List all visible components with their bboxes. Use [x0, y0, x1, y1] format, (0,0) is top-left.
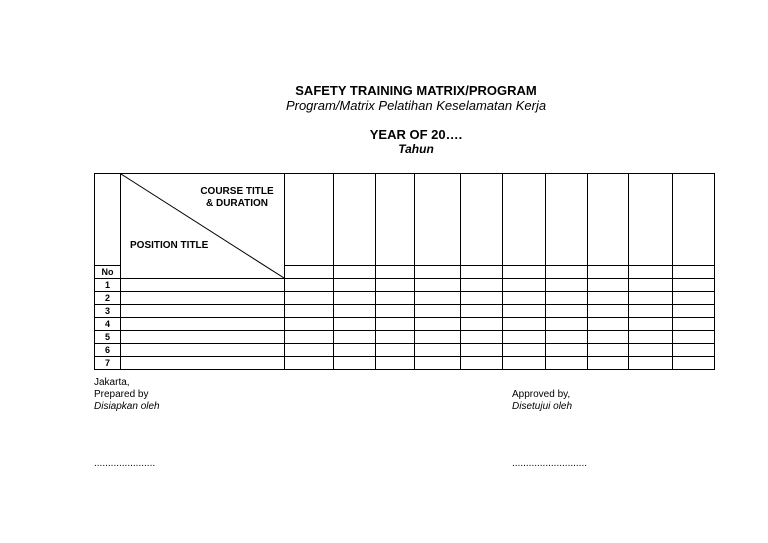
- course-title-cell: [334, 174, 376, 266]
- matrix-cell: [673, 292, 715, 305]
- course-title-cell: [673, 174, 715, 266]
- matrix-cell: [415, 357, 461, 370]
- matrix-row: [95, 292, 715, 305]
- prepared-by-block: [94, 377, 160, 413]
- position-title-cell: [121, 318, 285, 331]
- matrix-cell: [334, 279, 376, 292]
- prepared-signature-line: ......................: [94, 458, 156, 469]
- matrix-cell: [415, 344, 461, 357]
- matrix-cell: [334, 318, 376, 331]
- matrix-cell: [503, 305, 546, 318]
- matrix-cell: [588, 344, 629, 357]
- matrix-cell: [461, 305, 503, 318]
- matrix-cell: [285, 305, 334, 318]
- matrix-row: [95, 357, 715, 370]
- matrix-cell: [673, 279, 715, 292]
- matrix-cell: [334, 305, 376, 318]
- course-duration-cell: [588, 266, 629, 279]
- matrix-cell: [629, 344, 673, 357]
- matrix-cell: [376, 344, 415, 357]
- matrix-cell: [503, 279, 546, 292]
- matrix-cell: [376, 305, 415, 318]
- matrix-row: [95, 305, 715, 318]
- matrix-cell: [588, 331, 629, 344]
- row-number-cell: 6: [95, 344, 121, 357]
- matrix-cell: [503, 357, 546, 370]
- course-duration-cell: [629, 266, 673, 279]
- course-duration-cell: [503, 266, 546, 279]
- position-title-cell: [121, 292, 285, 305]
- approved-by-indonesian-label: Disetujui oleh: [512, 401, 573, 412]
- course-duration-cell: [546, 266, 588, 279]
- matrix-cell: [673, 305, 715, 318]
- row-number-cell: 2: [95, 292, 121, 305]
- matrix-row: [95, 344, 715, 357]
- position-title-cell: [121, 344, 285, 357]
- course-duration-cell: [415, 266, 461, 279]
- place-label: Jakarta,: [94, 377, 130, 388]
- matrix-cell: [503, 292, 546, 305]
- matrix-cell: [461, 292, 503, 305]
- matrix-cell: [673, 357, 715, 370]
- matrix-cell: [546, 305, 588, 318]
- row-number-cell: 1: [95, 279, 121, 292]
- matrix-cell: [285, 279, 334, 292]
- course-title-line2: & DURATION: [205, 198, 269, 209]
- course-title-cell: [285, 174, 334, 266]
- matrix-cell: [673, 318, 715, 331]
- course-duration-cell: [376, 266, 415, 279]
- matrix-cell: [285, 318, 334, 331]
- course-position-header-cell: [121, 174, 285, 279]
- matrix-cell: [588, 292, 629, 305]
- matrix-cell: [285, 357, 334, 370]
- course-title-line1: COURSE TITLE: [200, 186, 274, 197]
- course-title-cell: [503, 174, 546, 266]
- course-duration-cell: [334, 266, 376, 279]
- matrix-cell: [629, 279, 673, 292]
- course-title-label: [197, 186, 277, 210]
- matrix-cell: [285, 292, 334, 305]
- position-title-cell: [121, 331, 285, 344]
- header-row: [95, 174, 715, 266]
- course-title-cell: [461, 174, 503, 266]
- matrix-cell: [588, 279, 629, 292]
- matrix-cell: [503, 318, 546, 331]
- no-header-blank-cell: [95, 174, 121, 266]
- matrix-cell: [415, 305, 461, 318]
- matrix-cell: [546, 292, 588, 305]
- course-title-cell: [415, 174, 461, 266]
- document-subtitle: Program/Matrix Pelatihan Keselamatan Kerja: [285, 98, 547, 113]
- matrix-cell: [334, 357, 376, 370]
- matrix-cell: [461, 318, 503, 331]
- course-title-cell: [629, 174, 673, 266]
- matrix-cell: [415, 279, 461, 292]
- matrix-cell: [376, 279, 415, 292]
- year-subheading: Tahun: [398, 142, 434, 156]
- matrix-cell: [415, 331, 461, 344]
- matrix-row: [95, 318, 715, 331]
- matrix-cell: [546, 344, 588, 357]
- matrix-cell: [334, 344, 376, 357]
- prepared-by-indonesian-label: Disiapkan oleh: [94, 401, 160, 412]
- year-heading: YEAR OF 20….: [369, 127, 463, 142]
- matrix-cell: [503, 331, 546, 344]
- row-number-cell: 5: [95, 331, 121, 344]
- matrix-cell: [629, 305, 673, 318]
- matrix-cell: [503, 344, 546, 357]
- position-title-label: POSITION TITLE: [130, 240, 209, 251]
- approved-by-block: [512, 389, 572, 413]
- matrix-cell: [334, 331, 376, 344]
- course-title-cell: [546, 174, 588, 266]
- matrix-row: [95, 331, 715, 344]
- position-title-cell: [121, 279, 285, 292]
- matrix-cell: [461, 279, 503, 292]
- matrix-cell: [673, 331, 715, 344]
- position-title-cell: [121, 305, 285, 318]
- matrix-cell: [673, 344, 715, 357]
- matrix-cell: [588, 305, 629, 318]
- matrix-cell: [629, 357, 673, 370]
- position-title-cell: [121, 357, 285, 370]
- course-duration-cell: [285, 266, 334, 279]
- course-duration-cell: [673, 266, 715, 279]
- prepared-by-label: Prepared by: [94, 389, 149, 400]
- matrix-cell: [629, 318, 673, 331]
- matrix-cell: [376, 357, 415, 370]
- course-title-cell: [588, 174, 629, 266]
- row-number-cell: 4: [95, 318, 121, 331]
- row-number-cell: 7: [95, 357, 121, 370]
- matrix-cell: [461, 357, 503, 370]
- course-title-cell: [376, 174, 415, 266]
- matrix-cell: [415, 318, 461, 331]
- approved-signature-line: ...........................: [512, 458, 588, 469]
- matrix-cell: [415, 292, 461, 305]
- approved-by-label: Approved by,: [512, 389, 571, 400]
- matrix-row: [95, 279, 715, 292]
- matrix-cell: [334, 292, 376, 305]
- matrix-cell: [461, 331, 503, 344]
- matrix-cell: [461, 344, 503, 357]
- course-duration-cell: [461, 266, 503, 279]
- matrix-cell: [546, 279, 588, 292]
- matrix-cell: [588, 318, 629, 331]
- matrix-cell: [285, 331, 334, 344]
- matrix-cell: [376, 318, 415, 331]
- matrix-cell: [546, 357, 588, 370]
- no-label-cell: No: [95, 266, 121, 279]
- matrix-cell: [376, 331, 415, 344]
- matrix-cell: [546, 331, 588, 344]
- training-matrix-table: [94, 173, 715, 370]
- document-title: SAFETY TRAINING MATRIX/PROGRAM: [295, 83, 537, 98]
- matrix-cell: [588, 357, 629, 370]
- matrix-cell: [376, 292, 415, 305]
- row-number-cell: 3: [95, 305, 121, 318]
- matrix-cell: [546, 318, 588, 331]
- matrix-cell: [629, 331, 673, 344]
- matrix-cell: [629, 292, 673, 305]
- matrix-cell: [285, 344, 334, 357]
